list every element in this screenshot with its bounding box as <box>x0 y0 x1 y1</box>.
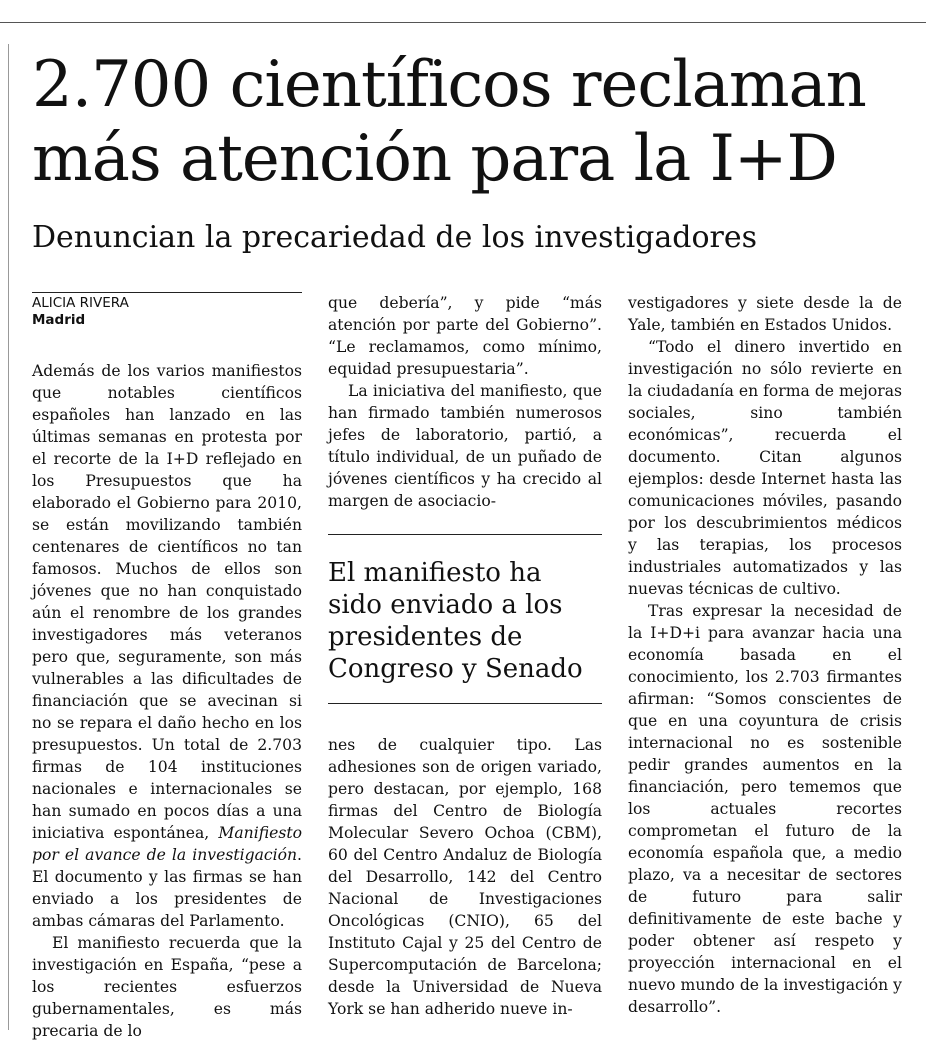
left-rule <box>8 44 9 1030</box>
col2-paragraph-2: La iniciativa del manifiesto, que han firmado también numerosos jefes de laboratorio, partió, a título individual, de un puñado de jóvenes científicos y ha crecido al margen de asociacio- <box>328 382 602 510</box>
col3-paragraph-2: “Todo el dinero invertido en investigación no sólo revierte en la ciudadanía en forma de mejoras sociales, sino también económicas”, recuerda el documento. Citan algunos ejemplos: desde Internet hasta las comunicaciones móviles, pasando por los descubrimientos médicos y las terapias, los procesos industriales automatizados y las nuevas técnicas de cultivo. <box>628 338 902 598</box>
col3-paragraph-1: vestigadores y siete desde la de Yale, también en Estados Unidos. <box>628 294 902 334</box>
pull-quote-bottom-rule <box>328 703 602 704</box>
column-2-bottom <box>328 734 602 1020</box>
byline-author: ALICIA RIVERA <box>32 295 129 311</box>
column-1 <box>32 292 302 1042</box>
col1-paragraph-2: El manifiesto recuerda que la investigación en España, “pese a los recientes esfuerzos gubernamentales, es más precaria de lo <box>32 934 302 1040</box>
headline-line-1: 2.700 científicos reclaman <box>32 48 866 122</box>
manifesto-title: Manifiesto por el avance de la investigación <box>32 824 302 864</box>
headline-line-2: más atención para la I+D <box>32 122 837 196</box>
column-3 <box>628 292 902 1018</box>
subheadline: Denuncian la precariedad de los investigadores <box>32 220 758 255</box>
headline <box>32 48 866 196</box>
pull-quote-top-rule <box>328 534 602 535</box>
top-rule <box>0 22 926 23</box>
col1-paragraph-1: Además de los varios manifiestos que notables científicos españoles han lanzado en las últimas semanas en protesta por el recorte de la I+D reflejado en los Presupuestos que ha elaborado el Gobierno para 2010, se están movilizando también centenares de científicos no tan famosos. Muchos de ellos son jóvenes que no han conquistado aún el renombre de los grandes investigadores más veteranos pero que, seguramente, son más vulnerables a las dificultades de financiación que se avecinan si no se repara el daño hecho en los presupuestos. Un total de 2.703 firmas de 104 instituciones nacionales e internacionales se han sumado en pocos días a una iniciativa espontánea, Manifiesto por el avance de la investigación. El documento y las firmas se han enviado a los presidentes de ambas cámaras del Parlamento. <box>32 362 302 930</box>
col2-paragraph-3: nes de cualquier tipo. Las adhesiones son de origen variado, pero destacan, por ejemplo, 168 firmas del Centro de Biología Molecular Severo Ochoa (CBM), 60 del Centro Andaluz de Biología del Desarrollo, 142 del Centro Nacional de Investigaciones Oncológicas (CNIO), 65 del Instituto Cajal y 25 del Centro de Supercomputación de Barcelona; desde la Universidad de Nueva York se han adherido nueve in- <box>328 736 602 1018</box>
pull-quote <box>328 534 602 704</box>
pull-quote-text: El manifiesto ha sido enviado a los presidentes de Congreso y Senado <box>328 558 583 684</box>
column-2-top <box>328 292 602 512</box>
byline-rule <box>32 292 302 293</box>
col3-paragraph-3: Tras expresar la necesidad de la I+D+i para avanzar hacia una economía basada en el conocimiento, los 2.703 firmantes afirman: “Somos conscientes de que en una coyuntura de crisis internacional no es sostenible pedir grandes aumentos en la financiación, pero tememos que los actuales recortes comprometan el futuro de la economía española que, a medio plazo, va a necesitar de sectores de futuro para salir definitivamente de este bache y poder obtener así respeto y proyección internacional en el nuevo mundo de la investigación y desarrollo”. <box>628 602 902 1016</box>
byline-place: Madrid <box>32 312 86 328</box>
col2-paragraph-1: que debería”, y pide “más atención por parte del Gobierno”. “Le reclamamos, como mínimo, equidad presupuestaria”. <box>328 294 602 378</box>
